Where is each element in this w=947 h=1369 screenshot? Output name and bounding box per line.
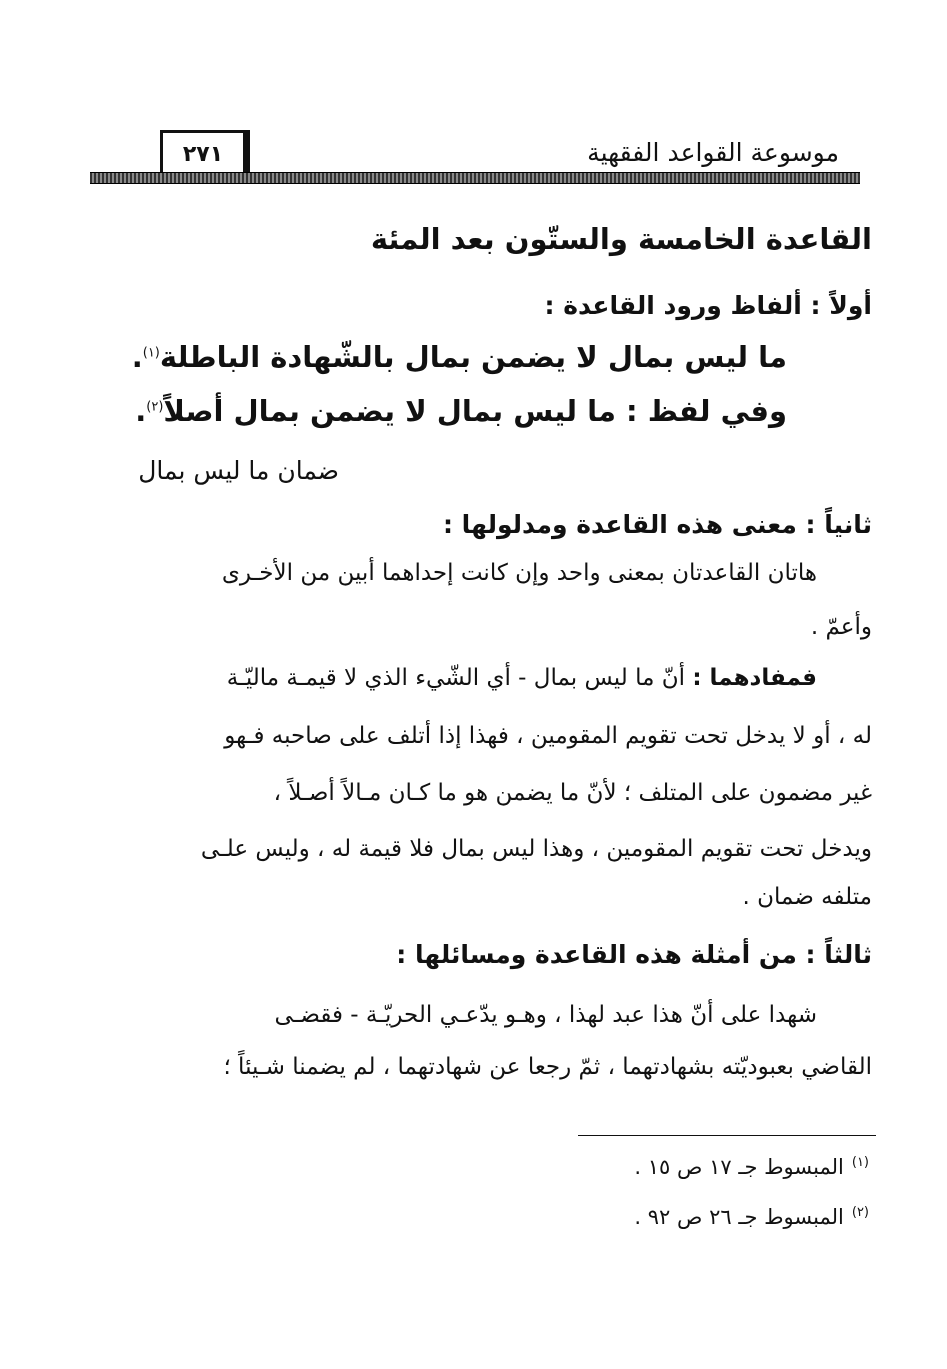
- paragraph2-line5: متلفه ضمان .: [742, 884, 872, 910]
- paragraph2-line4: ويدخل تحت تقويم المقومين ، وهذا ليس بمال فلا قيمة له ، وليس علـى: [200, 836, 872, 862]
- paragraph2-line1: [227, 665, 817, 691]
- section3-heading: ثالثاً : من أمثلة هذه القاعدة ومسائلها :: [396, 940, 872, 969]
- section2-heading: ثانياً : معنى هذه القاعدة ومدلولها :: [442, 510, 872, 539]
- rule1-text: ما ليس بمال لا يضمن بمال بالشّهادة الباطلة: [159, 340, 787, 374]
- paragraph2-line1-text: أنّ ما ليس بمال - أي الشّيء الذي لا قيمـة ماليّـة: [226, 665, 685, 691]
- rule-wording-1: [132, 340, 787, 374]
- rule2-lead: وفي لفظ :: [626, 394, 787, 428]
- header-rule: [90, 172, 860, 184]
- example-line2: القاضي بعبوديّته بشهادتهما ، ثمّ رجعا عن شهادتهما ، لم يضمنا شـيئاً ؛: [223, 1054, 872, 1080]
- footnote-2-mark: (٢): [851, 1205, 869, 1220]
- paragraph2-line2: له ، أو لا يدخل تحت تقويم المقومين ، فهذا إذا أتلف على صاحبه فـهو: [224, 723, 872, 749]
- paragraph1-line2: وأعمّ .: [810, 614, 872, 640]
- footnote-1-mark: (١): [851, 1155, 869, 1170]
- paragraph2-line3: غير مضمون على المتلف ؛ لأنّ ما يضمن هو ما كـان مـالاً أصـلاً ،: [273, 780, 872, 806]
- page-number: ٢٧١: [182, 141, 224, 167]
- paragraph1-line1: هاتان القاعدتان بمعنى واحد وإن كانت إحداهما أبين من الأخـرى: [221, 560, 817, 586]
- rule-wording-2: [135, 394, 787, 428]
- footnote-ref-2: (٢): [146, 399, 164, 415]
- section1-heading: أولاً : ألفاظ ورود القاعدة :: [544, 291, 872, 320]
- rule-title: القاعدة الخامسة والستّون بعد المئة: [370, 222, 872, 256]
- footnote-1: [634, 1155, 869, 1179]
- rule1-end: .: [131, 340, 143, 374]
- footnote-1-text: المبسوط جـ ١٧ ص ١٥ .: [634, 1155, 844, 1179]
- example-line1: شهدا على أنّ هذا عبد لهذا ، وهـو يدّعـي الحريّـة - فقضـى: [274, 1002, 817, 1028]
- running-header-title: موسوعة القواعد الفقهية: [587, 138, 839, 167]
- paragraph2-lead: فمفادهما :: [692, 665, 817, 691]
- rule2-text: ما ليس بمال لا يضمن بمال أصلاً: [163, 394, 616, 428]
- footnote-ref-1: (١): [142, 345, 160, 361]
- rule2-end: .: [135, 394, 147, 428]
- rule-subtitle: ضمان ما ليس بمال: [138, 456, 339, 485]
- footnote-2: [634, 1205, 869, 1229]
- page-number-box: [160, 130, 250, 175]
- footnote-separator: [578, 1135, 876, 1136]
- footnote-2-text: المبسوط جـ ٢٦ ص ٩٢ .: [634, 1205, 844, 1229]
